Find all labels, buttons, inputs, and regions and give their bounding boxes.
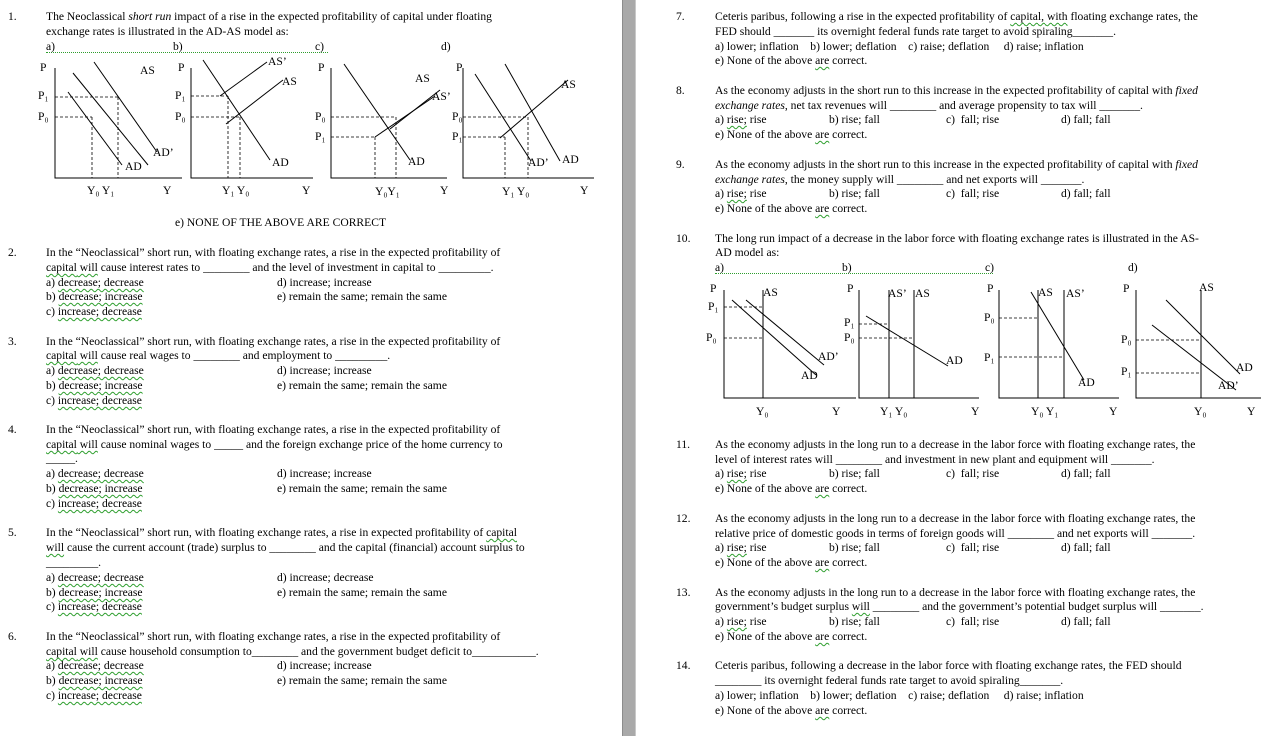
q10-option-a-label[interactable]: a) bbox=[715, 261, 725, 274]
q12-option-b[interactable]: b) rise; fall bbox=[829, 541, 880, 554]
q5-option-a[interactable]: a) decrease; decrease bbox=[46, 571, 144, 584]
q10b-axes bbox=[859, 290, 979, 398]
q11-option-c[interactable]: c) fall; rise bbox=[946, 467, 1000, 480]
q4-option-a[interactable]: a) decrease; decrease bbox=[46, 467, 144, 480]
q10-stem-line1: The long run impact of a decrease in the labor force with floating exchange rates is illustrated in the AS- bbox=[715, 232, 1199, 245]
q10-stem-line2: AD model as: bbox=[715, 246, 780, 259]
q1a-p-axis-label: P bbox=[40, 61, 47, 74]
q5-stem-line3: _________. bbox=[46, 556, 102, 569]
q1d-x-values: Y₁ Y₀ bbox=[502, 185, 530, 198]
q6-option-d[interactable]: d) increase; increase bbox=[277, 659, 372, 672]
q8-option-a[interactable]: a) rise; rise bbox=[715, 113, 767, 126]
q7-option-e[interactable]: e) None of the above are correct. bbox=[715, 54, 868, 67]
q11-option-d[interactable]: d) fall; fall bbox=[1061, 467, 1111, 480]
q1a-ad-label: AD bbox=[125, 160, 142, 173]
q10-option-b-label[interactable]: b) bbox=[842, 261, 852, 274]
q8-option-d[interactable]: d) fall; fall bbox=[1061, 113, 1111, 126]
q1a-as-label: AS bbox=[140, 64, 155, 77]
q10-option-c-label[interactable]: c) bbox=[985, 261, 995, 274]
q13-option-d[interactable]: d) fall; fall bbox=[1061, 615, 1111, 628]
q11-stem-line1: As the economy adjusts in the long run to a decrease in the labor force with floating exchange rates, the bbox=[715, 438, 1196, 451]
q14-options-a-d[interactable]: a) lower; inflation b) lower; deflation c) raise; deflation d) raise; inflation bbox=[715, 689, 1084, 702]
q10d-y-axis-label: Y bbox=[1247, 405, 1256, 418]
q10a-ad-curve bbox=[732, 300, 816, 375]
q6-number: 6. bbox=[8, 630, 17, 643]
q10b-ad-curve bbox=[866, 316, 948, 366]
q10c-axes bbox=[999, 290, 1119, 398]
q10b-p1-label: P₁ bbox=[844, 316, 855, 329]
q1d-p0-label: P₀ bbox=[452, 110, 463, 123]
q9-option-a[interactable]: a) rise; rise bbox=[715, 187, 767, 200]
q8-stem-line1: As the economy adjusts in the short run to this increase in the expected profitability of capital with fixed bbox=[715, 84, 1198, 97]
q1-option-e[interactable]: e) NONE OF THE ABOVE ARE CORRECT bbox=[175, 216, 387, 229]
q5-option-c[interactable]: c) increase; decrease bbox=[46, 600, 142, 613]
q8-option-c[interactable]: c) fall; rise bbox=[946, 113, 1000, 126]
q10b-ad-label: AD bbox=[946, 354, 963, 367]
q3-stem-line1: In the “Neoclassical” short run, with floating exchange rates, a rise in the expected profitability of bbox=[46, 335, 501, 348]
q11-option-e[interactable]: e) None of the above are correct. bbox=[715, 482, 868, 495]
q3-number: 3. bbox=[8, 335, 17, 348]
q10d-axes bbox=[1136, 290, 1261, 398]
q10c-p-axis-label: P bbox=[987, 282, 994, 295]
q1c-p-axis-label: P bbox=[318, 61, 325, 74]
q2-stem-line1: In the “Neoclassical” short run, with floating exchange rates, a rise in the expected profitability of bbox=[46, 246, 501, 259]
q10d-as-label: AS bbox=[1199, 281, 1214, 294]
q5-option-d[interactable]: d) increase; decrease bbox=[277, 571, 374, 584]
q10d-p-axis-label: P bbox=[1123, 282, 1130, 295]
q8-option-b[interactable]: b) rise; fall bbox=[829, 113, 880, 126]
q14-stem-line2: ________ its overnight federal funds rate target to avoid spiraling_______. bbox=[715, 674, 1064, 687]
q1a-p1-label: P₁ bbox=[38, 89, 49, 102]
q1d-as-label: AS bbox=[561, 78, 576, 91]
q3-option-b[interactable]: b) decrease; increase bbox=[46, 379, 143, 392]
q1b-x-values: Y₁ Y₀ bbox=[222, 184, 250, 197]
q1c-ad-curve bbox=[344, 64, 410, 160]
q2-option-b[interactable]: b) decrease; increase bbox=[46, 290, 143, 303]
q5-option-b[interactable]: b) decrease; increase bbox=[46, 586, 143, 599]
q1d-p-axis-label: P bbox=[456, 61, 463, 74]
q10d-p1-label: P₁ bbox=[1121, 365, 1132, 378]
q13-number: 13. bbox=[676, 586, 691, 599]
q1b-p-axis-label: P bbox=[178, 61, 185, 74]
q14-stem-line1: Ceteris paribus, following a decrease in the labor force with floating exchange rates, the FED should bbox=[715, 659, 1182, 672]
q4-option-c[interactable]: c) increase; decrease bbox=[46, 497, 142, 510]
q1a-adp-label: AD’ bbox=[153, 146, 174, 159]
q10a-ad-label: AD bbox=[801, 369, 818, 382]
q10d-ad-label: AD bbox=[1236, 361, 1253, 374]
q5-option-e[interactable]: e) remain the same; remain the same bbox=[277, 586, 447, 599]
q1b-ad-curve bbox=[203, 60, 270, 160]
q3-option-d[interactable]: d) increase; increase bbox=[277, 364, 372, 377]
q11-option-a[interactable]: a) rise; rise bbox=[715, 467, 767, 480]
q2-option-c[interactable]: c) increase; decrease bbox=[46, 305, 142, 318]
q10c-p1-label: P₁ bbox=[984, 351, 995, 364]
q3-stem-line2: capital will cause real wages to ________ and employment to _________. bbox=[46, 349, 391, 362]
q13-option-b[interactable]: b) rise; fall bbox=[829, 615, 880, 628]
q1-option-b-label[interactable]: b) bbox=[173, 40, 183, 53]
q10d-p0-label: P₀ bbox=[1121, 333, 1132, 346]
q1d-ad-curve bbox=[505, 64, 560, 161]
q8-option-e[interactable]: e) None of the above are correct. bbox=[715, 128, 868, 141]
q10a-adp-curve bbox=[746, 300, 824, 365]
q4-number: 4. bbox=[8, 423, 17, 436]
q1a-ad-curve bbox=[73, 73, 148, 165]
q1a-axes bbox=[55, 68, 182, 178]
q10d-ad-curve bbox=[1166, 300, 1240, 374]
q9-option-d[interactable]: d) fall; fall bbox=[1061, 187, 1111, 200]
q1d-p1-label: P₁ bbox=[452, 130, 463, 143]
q1b-p1-label: P₁ bbox=[175, 89, 186, 102]
q10b-as-label: AS bbox=[915, 287, 930, 300]
q7-number: 7. bbox=[676, 10, 685, 23]
q13-option-e[interactable]: e) None of the above are correct. bbox=[715, 630, 868, 643]
q1d-ad-label: AD bbox=[562, 153, 579, 166]
q12-number: 12. bbox=[676, 512, 691, 525]
q1-stem-line1: The Neoclassical short run impact of a rise in the expected profitability of capital under floating bbox=[46, 10, 492, 23]
q1c-y-axis-label: Y bbox=[440, 184, 449, 197]
q1c-asp-label: AS’ bbox=[432, 90, 451, 103]
q7-options-a-d[interactable]: a) lower; inflation b) lower; deflation c) raise; deflation d) raise; inflation bbox=[715, 40, 1084, 53]
q10c-as-label: AS bbox=[1038, 286, 1053, 299]
q4-stem-line1: In the “Neoclassical” short run, with floating exchange rates, a rise in the expected profitability of bbox=[46, 423, 501, 436]
q1-stem-line2: exchange rates is illustrated in the AD-AS model as: bbox=[46, 25, 289, 38]
q1c-p0-label: P₀ bbox=[315, 110, 326, 123]
q14-number: 14. bbox=[676, 659, 691, 672]
q13-stem-line1: As the economy adjusts in the long run to a decrease in the labor force with floating exchange rates, the bbox=[715, 586, 1196, 599]
q10d-adp-label: AD’ bbox=[1218, 379, 1239, 392]
q1b-p0-label: P₀ bbox=[175, 110, 186, 123]
q3-option-a[interactable]: a) decrease; decrease bbox=[46, 364, 144, 377]
q14-option-e[interactable]: e) None of the above are correct. bbox=[715, 704, 868, 717]
q3-option-c[interactable]: c) increase; decrease bbox=[46, 394, 142, 407]
q1b-ad-label: AD bbox=[272, 156, 289, 169]
q10c-p0-label: P₀ bbox=[984, 311, 995, 324]
q1-option-c-label[interactable]: c) bbox=[315, 40, 325, 53]
q10b-asp-label: AS’ bbox=[888, 287, 907, 300]
q10a-x-values: Y₀ bbox=[756, 405, 769, 418]
q1c-ad-label: AD bbox=[408, 155, 425, 168]
page-gutter bbox=[622, 0, 636, 736]
q1b-asp-curve bbox=[220, 62, 267, 96]
q1a-x-values: Y₀ Y₁ bbox=[87, 184, 115, 197]
q1b-as-curve bbox=[226, 80, 283, 124]
q10a-adp-label: AD’ bbox=[818, 350, 839, 363]
q10c-ad-curve bbox=[1031, 292, 1084, 380]
q1d-adp-curve bbox=[475, 74, 531, 161]
q9-stem-line2: exchange rates, the money supply will ________ and net exports will _______. bbox=[715, 173, 1085, 186]
q8-number: 8. bbox=[676, 84, 685, 97]
q11-option-b[interactable]: b) rise; fall bbox=[829, 467, 880, 480]
q11-number: 11. bbox=[676, 438, 691, 451]
q10b-y-axis-label: Y bbox=[971, 405, 980, 418]
q13-stem-line2: government’s budget surplus will ________ and the government’s potential budget surplus will _______. bbox=[715, 600, 1204, 613]
q10b-x-values: Y₁ Y₀ bbox=[880, 405, 908, 418]
q1a-y-axis-label: Y bbox=[163, 184, 172, 197]
q10a-p0-label: P₀ bbox=[706, 331, 717, 344]
q9-stem-line1: As the economy adjusts in the short run to this increase in the expected profitability of capital with fixed bbox=[715, 158, 1198, 171]
q10a-p1-label: P₁ bbox=[708, 300, 719, 313]
left-page bbox=[0, 0, 622, 736]
q8-stem-line2: exchange rates, net tax revenues will ________ and average propensity to tax will _______. bbox=[715, 99, 1143, 112]
q10c-ad-label: AD bbox=[1078, 376, 1095, 389]
q5-stem-line2: will cause the current account (trade) surplus to ________ and the capital (financial) account surplus to bbox=[46, 541, 525, 554]
q6-stem-line2: capital will cause household consumption to________ and the government budget deficit to___________. bbox=[46, 645, 539, 658]
q1c-x-values: Y₀Y₁ bbox=[375, 185, 400, 198]
q10b-p0-label: P₀ bbox=[844, 331, 855, 344]
q12-stem-line2: relative price of domestic goods in terms of foreign goods will ________ and net exports will _______. bbox=[715, 527, 1196, 540]
q2-stem-line2: capital will cause interest rates to ________ and the level of investment in capital to _________. bbox=[46, 261, 494, 274]
q3-option-e[interactable]: e) remain the same; remain the same bbox=[277, 379, 447, 392]
q9-number: 9. bbox=[676, 158, 685, 171]
q2-option-e[interactable]: e) remain the same; remain the same bbox=[277, 290, 447, 303]
q10b-p-axis-label: P bbox=[847, 282, 854, 295]
q10a-as-label: AS bbox=[763, 286, 778, 299]
q2-number: 2. bbox=[8, 246, 17, 259]
q12-option-e[interactable]: e) None of the above are correct. bbox=[715, 556, 868, 569]
q9-option-c[interactable]: c) fall; rise bbox=[946, 187, 1000, 200]
q11-stem-line2: level of interest rates will ________ and investment in new plant and equipment will _______. bbox=[715, 453, 1155, 466]
q1d-y-axis-label: Y bbox=[580, 184, 589, 197]
q5-number: 5. bbox=[8, 526, 17, 539]
q10a-axes bbox=[724, 290, 856, 398]
q9-option-b[interactable]: b) rise; fall bbox=[829, 187, 880, 200]
q10c-x-values: Y₀ Y₁ bbox=[1031, 405, 1059, 418]
q10a-y-axis-label: Y bbox=[832, 405, 841, 418]
q12-stem-line1: As the economy adjusts in the long run to a decrease in the labor force with floating exchange rates, the bbox=[715, 512, 1196, 525]
q1-option-a-label[interactable]: a) bbox=[46, 40, 56, 53]
q6-option-e[interactable]: e) remain the same; remain the same bbox=[277, 674, 447, 687]
q9-option-e[interactable]: e) None of the above are correct. bbox=[715, 202, 868, 215]
q6-option-b[interactable]: b) decrease; increase bbox=[46, 674, 143, 687]
q2-option-a[interactable]: a) decrease; decrease bbox=[46, 276, 144, 289]
q7-stem-line1: Ceteris paribus, following a rise in the expected profitability of capital, with floating exchange rates, the bbox=[715, 10, 1198, 23]
q1c-p1-label: P₁ bbox=[315, 130, 326, 143]
q6-option-c[interactable]: c) increase; decrease bbox=[46, 689, 142, 702]
q10-number: 10. bbox=[676, 232, 691, 245]
q1-option-d-label[interactable]: d) bbox=[441, 40, 451, 53]
q5-stem-line1: In the “Neoclassical” short run, with floating exchange rates, a rise in expected profitability of capital bbox=[46, 526, 517, 539]
q1a-p0-label: P₀ bbox=[38, 110, 49, 123]
q4-stem-line2: capital will cause nominal wages to _____ and the foreign exchange price of the home currency to bbox=[46, 438, 503, 451]
q12-option-c[interactable]: c) fall; rise bbox=[946, 541, 1000, 554]
q10-option-d-label[interactable]: d) bbox=[1128, 261, 1138, 274]
q4-option-b[interactable]: b) decrease; increase bbox=[46, 482, 143, 495]
q13-option-c[interactable]: c) fall; rise bbox=[946, 615, 1000, 628]
q1c-asp-curve bbox=[375, 96, 435, 137]
q4-option-d[interactable]: d) increase; increase bbox=[277, 467, 372, 480]
q12-option-d[interactable]: d) fall; fall bbox=[1061, 541, 1111, 554]
q1b-asp-label: AS’ bbox=[268, 55, 287, 68]
right-page bbox=[636, 0, 1281, 736]
q10d-x-values: Y₀ bbox=[1194, 405, 1207, 418]
q4-option-e[interactable]: e) remain the same; remain the same bbox=[277, 482, 447, 495]
q13-option-a[interactable]: a) rise; rise bbox=[715, 615, 767, 628]
q1c-as-label: AS bbox=[415, 72, 430, 85]
q12-option-a[interactable]: a) rise; rise bbox=[715, 541, 767, 554]
q6-option-a[interactable]: a) decrease; decrease bbox=[46, 659, 144, 672]
q1b-y-axis-label: Y bbox=[302, 184, 311, 197]
q1b-as-label: AS bbox=[282, 75, 297, 88]
q1a-adp-curve bbox=[68, 92, 122, 165]
q7-stem-line2: FED should _______ its overnight federal funds rate target to avoid spiraling_______. bbox=[715, 25, 1116, 38]
q6-stem-line1: In the “Neoclassical” short run, with floating exchange rates, a rise in the expected profitability of bbox=[46, 630, 501, 643]
q10c-y-axis-label: Y bbox=[1109, 405, 1118, 418]
q1-number: 1. bbox=[8, 10, 17, 23]
q2-option-d[interactable]: d) increase; increase bbox=[277, 276, 372, 289]
q4-stem-line3: _____. bbox=[46, 452, 78, 465]
q1d-adp-label: AD’ bbox=[528, 156, 549, 169]
q10a-p-axis-label: P bbox=[710, 282, 717, 295]
q10c-asp-label: AS’ bbox=[1066, 287, 1085, 300]
q1d-as-curve bbox=[500, 80, 568, 138]
